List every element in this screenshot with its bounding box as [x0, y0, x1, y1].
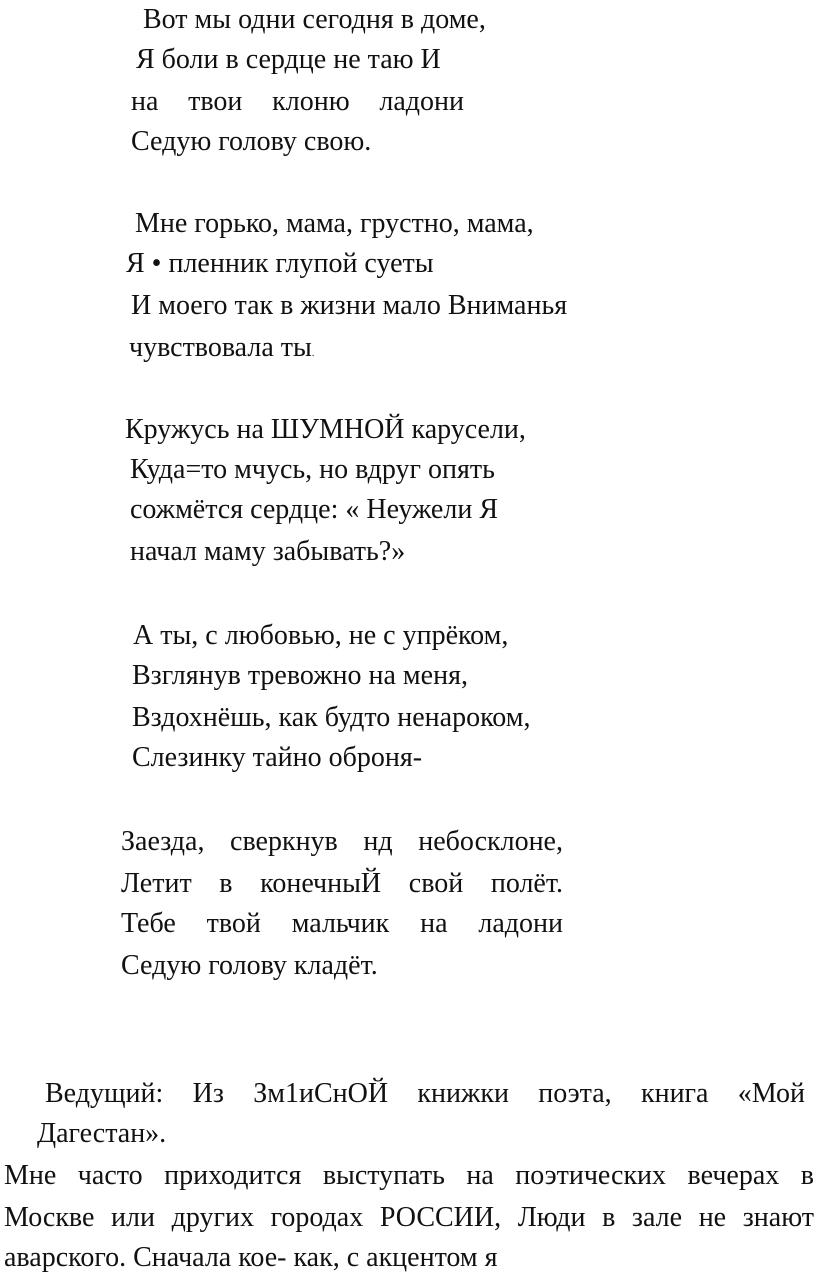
poem-line: Я боли в сердце не таю И: [136, 44, 441, 75]
paragraph-line: Москве или других городах РОССИИ, Люди в зале не знают: [4, 1202, 814, 1233]
poem-line: на твои клоню ладони: [131, 86, 464, 117]
poem-line: сожмётся сердце: « Неужели Я: [130, 494, 498, 525]
poem-line: Взглянув тревожно на меня,: [132, 660, 468, 691]
poem-line: И моего так в жизни мало Вниманья: [131, 290, 568, 321]
paragraph-line: Мне часто приходится выступать на поэтических вечерах в: [4, 1160, 814, 1191]
poem-line: Заезда, сверкнув нд небосклоне,: [121, 826, 563, 857]
poem-line: Летит в конечныЙ свой полёт.: [121, 868, 563, 899]
poem-line: [129, 334, 314, 362]
poem-line: Тебе твой мальчик на ладони: [121, 908, 563, 939]
presenter-line: Ведущий: Из Зм1иСнОЙ книжки поэта, книга «Мой: [45, 1078, 805, 1109]
poem-line: Вздохнёшь, как будто ненароком,: [132, 702, 531, 733]
poem-line-text: чувствовала ты: [129, 332, 312, 363]
poem-line: Седую голову свою.: [131, 126, 372, 157]
stray-mark: .: [311, 348, 315, 359]
poem-line: начал маму забывать?»: [130, 536, 406, 567]
paragraph-line: аварского. Сначала кое- как, с акцентом я: [4, 1242, 498, 1273]
presenter-line: Дагестан».: [37, 1118, 167, 1149]
poem-line: Куда=то мчусь, но вдруг опять: [130, 454, 495, 485]
poem-line: А ты, с любовью, не с упрёком,: [133, 620, 509, 651]
poem-line: Я • пленник глупой суеты: [126, 248, 434, 279]
poem-line: Вот мы одни сегодня в доме,: [143, 4, 486, 35]
poem-line: Мне горько, мама, грустно, мама,: [135, 208, 534, 239]
poem-line: Слезинку тайно оброня-: [132, 742, 423, 773]
poem-line: Седую голову кладёт.: [121, 950, 378, 981]
poem-line: Кружусь на ШУМНОЙ карусели,: [125, 414, 526, 445]
